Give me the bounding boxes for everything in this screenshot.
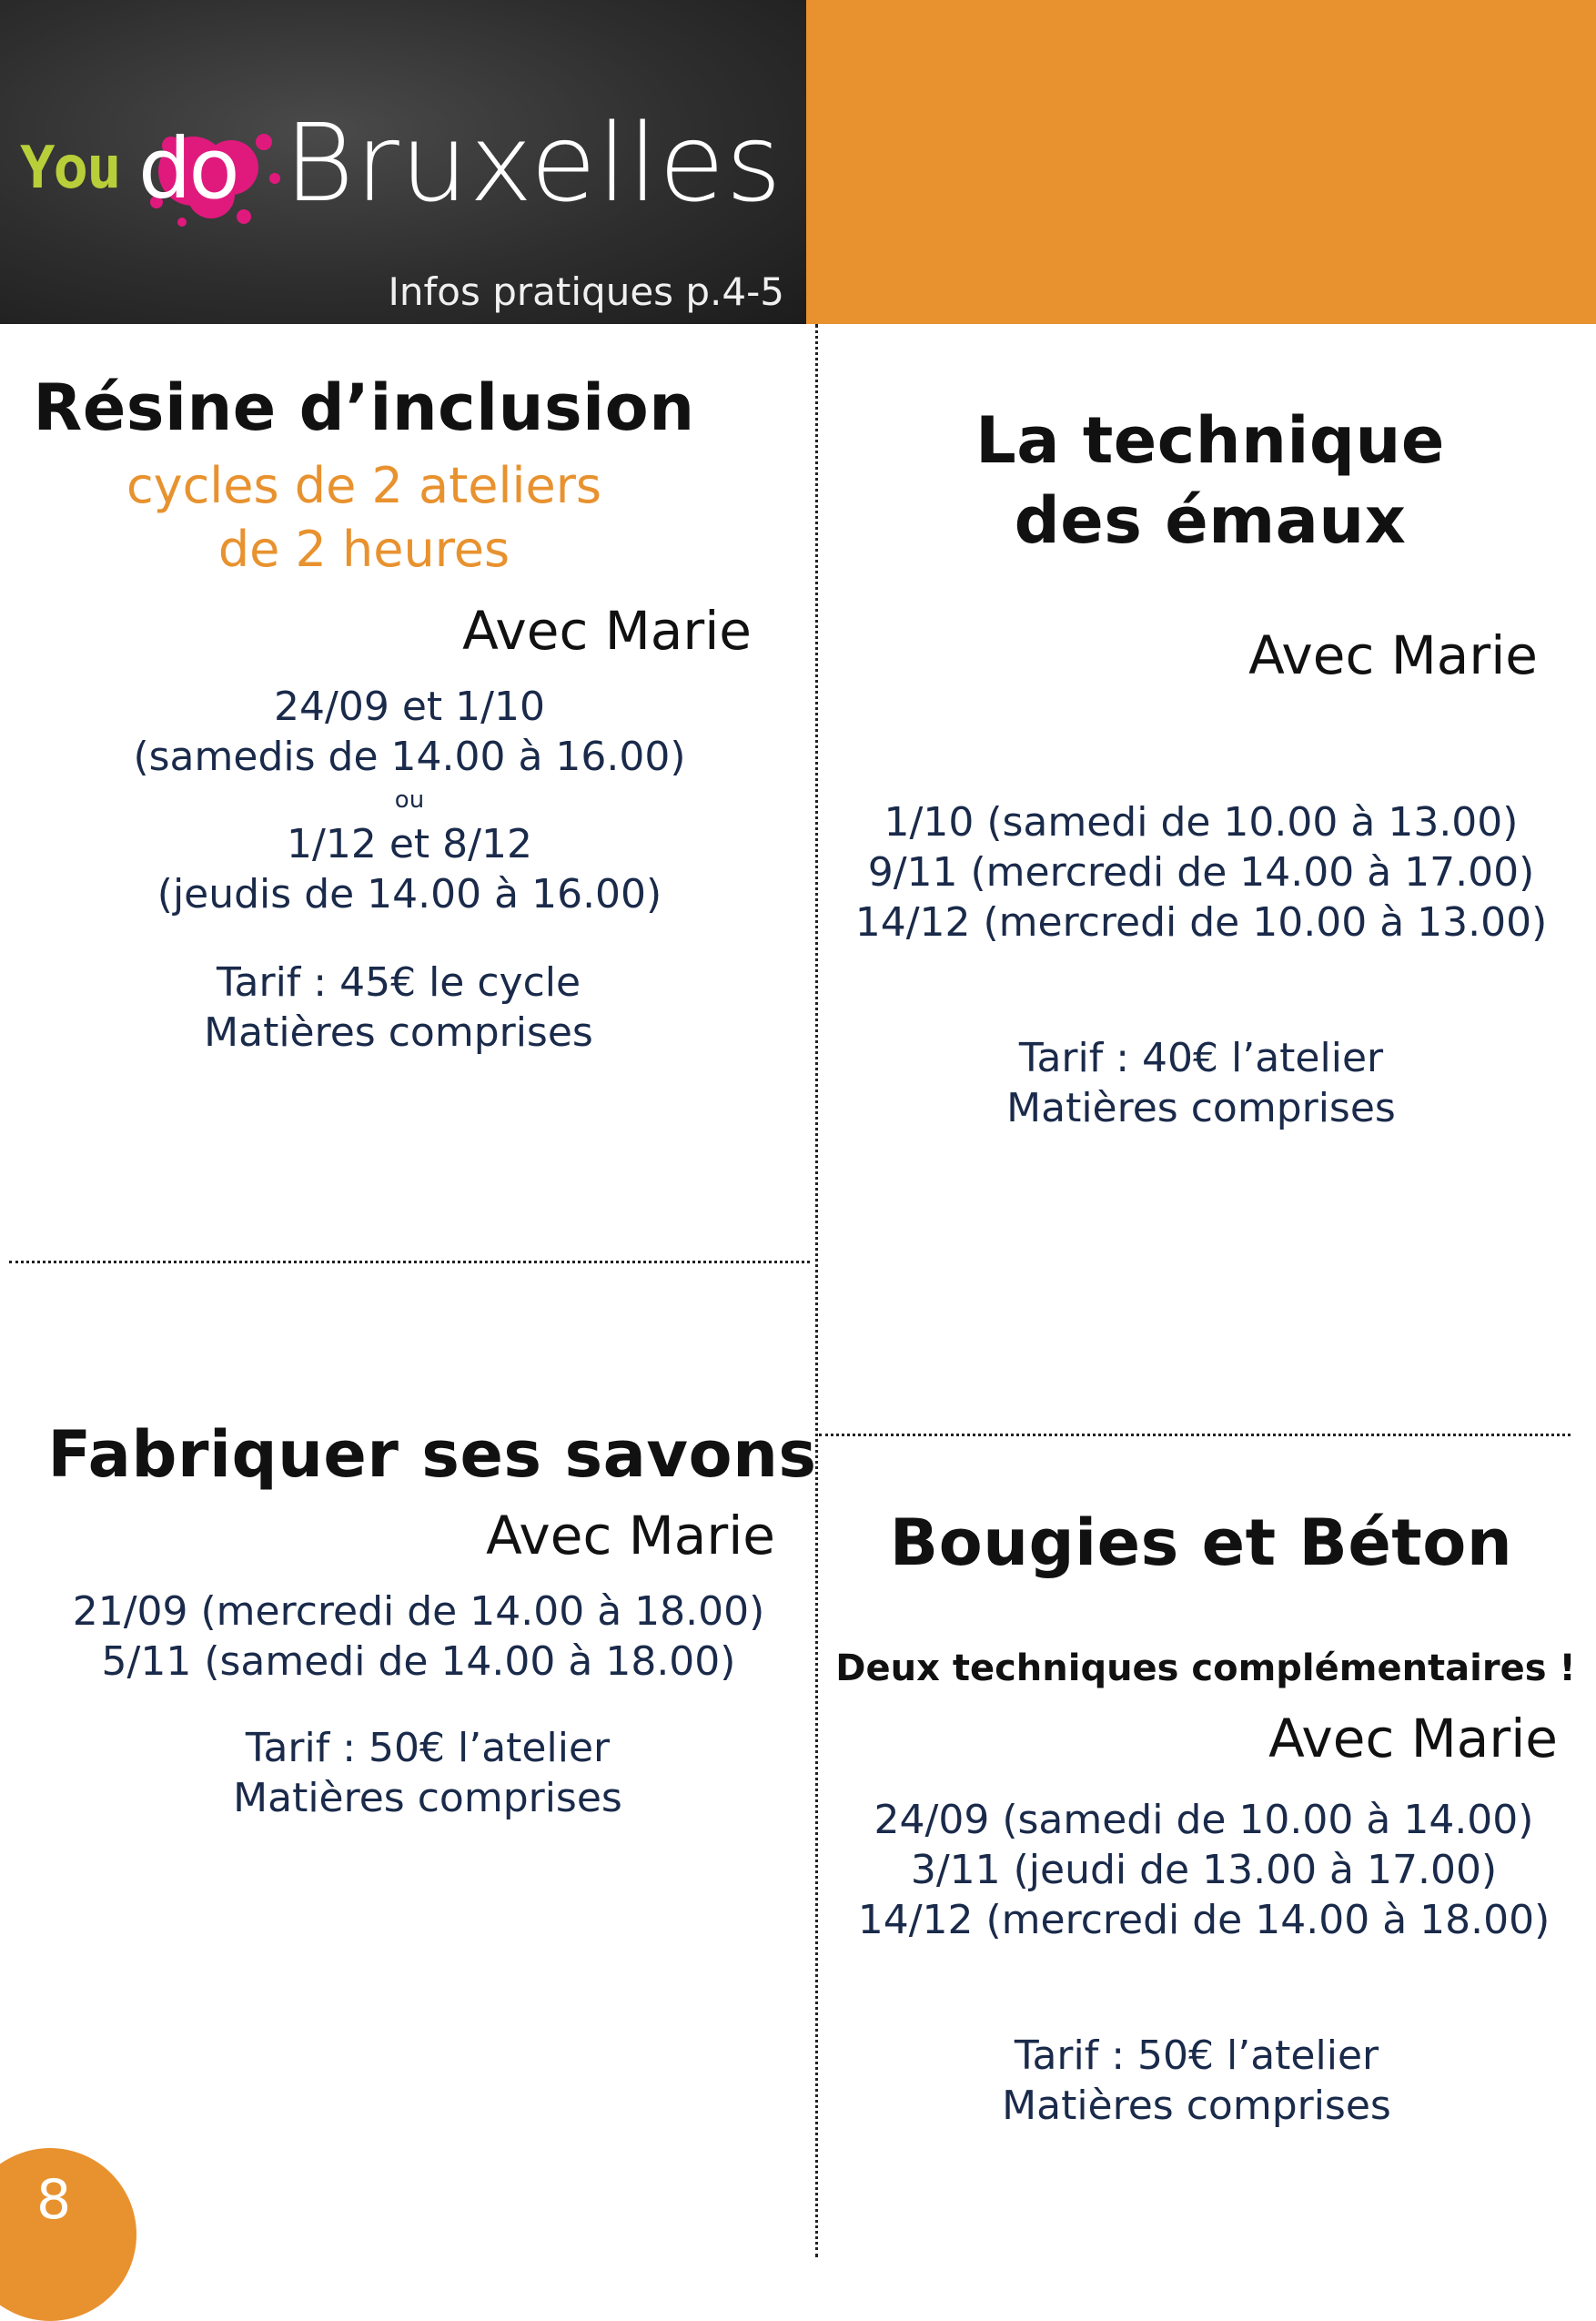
workshop-tagline: Deux techniques complémentaires ! [835,1647,1576,1689]
materials-note: Matières comprises [1002,2082,1391,2129]
header-orange-panel [806,0,1596,324]
materials-note: Matières comprises [204,1009,593,1057]
practical-info-reference: Infos pratiques p.4-5 [388,269,784,314]
pricing [819,1033,1583,1133]
workshop-bougies-beton [819,1504,1596,2131]
instructor-label: Avec Marie [1248,624,1538,687]
page-number: 8 [36,2168,72,2232]
instructor-label: Avec Marie [486,1504,775,1566]
date-line: 9/11 (mercredi de 14.00 à 17.00) [867,849,1535,897]
workshop-subtitle [0,454,728,582]
pricing [0,1723,855,1823]
horizontal-divider-right [819,1434,1571,1436]
or-separator: ou [394,785,425,814]
date-line: 3/11 (jeudi de 13.00 à 17.00) [910,1846,1498,1893]
date-line: (jeudis de 14.00 à 16.00) [157,871,662,918]
pricing [0,958,797,1058]
date-line: 1/10 (samedi de 10.00 à 13.00) [884,799,1519,846]
workshop-resine [0,369,801,1058]
workshop-title [819,400,1596,561]
materials-note: Matières comprises [233,1774,622,1821]
subtitle-line: cycles de 2 ateliers [126,456,602,514]
subtitle-line: de 2 heures [217,520,510,578]
workshop-savons [0,1415,817,1823]
page-title: Bruxelles [284,100,783,226]
price: Tarif : 50€ l’atelier [245,1724,611,1771]
date-line: (samedis de 14.00 à 16.00) [133,733,686,780]
price: Tarif : 50€ l’atelier [1014,2032,1379,2079]
date-line: 14/12 (mercredi de 10.00 à 13.00) [854,899,1548,947]
price: Tarif : 40€ l’atelier [1018,1035,1384,1082]
logo-do-text: do [138,120,237,218]
schedule [819,1795,1589,1945]
schedule [0,1586,837,1687]
date-line: 5/11 (samedi de 14.00 à 18.00) [101,1637,736,1685]
logo-you-text: You [20,135,120,202]
schedule [819,797,1583,948]
header-chalkboard [0,0,806,324]
workshop-title: Fabriquer ses savons [47,1417,817,1492]
pricing [819,2031,1574,2131]
date-line: 14/12 (mercredi de 14.00 à 18.00) [857,1896,1551,1943]
vertical-divider [815,324,818,2257]
date-line: 24/09 et 1/10 [274,683,545,730]
workshop-title: Résine d’inclusion [33,370,695,445]
materials-note: Matières comprises [1006,1085,1396,1132]
date-line: 21/09 (mercredi de 14.00 à 18.00) [72,1587,765,1635]
workshop-emaux [819,400,1596,1133]
workshop-title: Bougies et Béton [889,1505,1513,1580]
date-line: 24/09 (samedi de 10.00 à 14.00) [874,1796,1534,1843]
price: Tarif : 45€ le cycle [216,959,581,1007]
date-line: 1/12 et 8/12 [287,821,532,868]
title-line: La technique [975,403,1445,478]
title-line: des émaux [1014,483,1407,559]
instructor-label: Avec Marie [1268,1707,1558,1769]
schedule [0,682,819,920]
instructor-label: Avec Marie [462,599,752,662]
horizontal-divider-left [9,1261,810,1263]
